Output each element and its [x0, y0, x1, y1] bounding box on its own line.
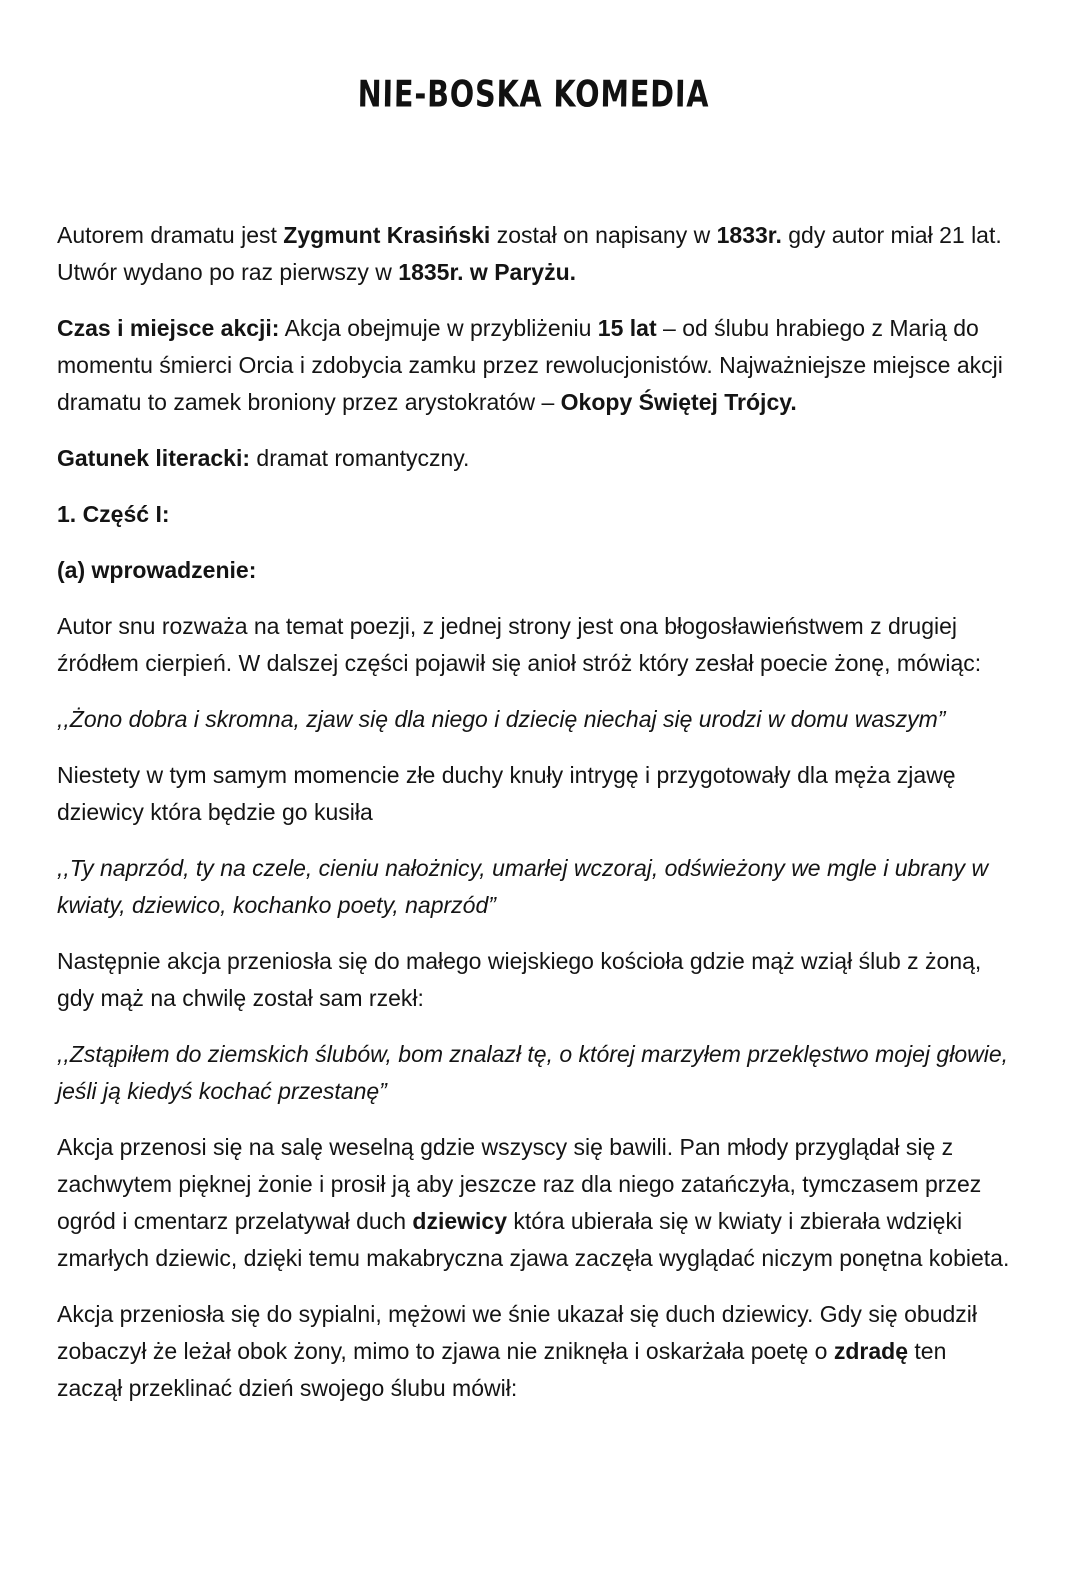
text-segment: 1833r. [716, 221, 782, 248]
church-paragraph [57, 943, 1010, 1017]
text-segment: (a) wprowadzenie: [57, 556, 257, 583]
document-title: NIE-BOSKA KOMEDIA [357, 74, 710, 117]
bedroom-paragraph [57, 1296, 1010, 1407]
text-segment: Autorem dramatu jest [57, 221, 284, 248]
text-segment: Następnie akcja przeniosła się do małego wiejskiego kościoła gdzie mąż wziął ślub z żoną, gdy mąż na chwilę został sam rzekł: [57, 947, 982, 1011]
text-segment: Czas i miejsce akcji: [57, 314, 280, 341]
text-segment: dramat romantyczny. [250, 444, 470, 471]
text-segment: Akcja obejmuje w przybliżeniu [279, 314, 598, 341]
text-segment: 1835r. w Paryżu. [398, 258, 577, 285]
time-place-paragraph [57, 310, 1010, 421]
text-segment: dziewicy [412, 1207, 507, 1234]
section-heading-part-1 [57, 496, 1010, 533]
evil-spirits-paragraph [57, 757, 1010, 831]
text-segment: Zygmunt Krasiński [283, 221, 491, 248]
text-segment: ,,Żono dobra i skromna, zjaw się dla niego i dziecię niechaj się urodzi w domu waszym” [57, 705, 946, 732]
genre-paragraph [57, 440, 1010, 477]
document-title-container [57, 52, 1010, 139]
text-segment: Gatunek literacki: [57, 444, 251, 471]
text-segment: Akcja przenosi się na salę weselną gdzie wszyscy się bawili. Pan młody przyglądał się z zachwytem pięknej żonie i prosił ją aby jeszcze raz dla niego zatańczyła, tymczasem przez ogród i cmentarz przelatywał duch [57, 1133, 982, 1234]
wedding-paragraph [57, 1129, 1010, 1277]
subsection-heading-intro [57, 552, 1010, 589]
text-segment: ,,Ty naprzód, ty na czele, cieniu nałożnicy, umarłej wczoraj, odświeżony we mgle i ubrany w kwiaty, dziewico, kochanko poety, naprzód” [57, 854, 989, 918]
text-segment: która ubierała się w kwiaty i zbierała wdzięki zmarłych dziewic, dzięki temu makabryczna zjawa zaczęła wyglądać niczym ponętna kobieta. [57, 1207, 1010, 1271]
text-segment: Okopy Świętej Trójcy. [560, 388, 797, 415]
document-body [57, 217, 1010, 1407]
text-segment: – od ślubu hrabiego z Marią do momentu śmierci Orcia i zdobycia zamku przez rewolucjonistów. Najważniejsze miejsce akcji dramatu to zamek broniony przez arystokratów – [57, 314, 1003, 415]
text-segment: ,,Zstąpiłem do ziemskich ślubów, bom znalazł tę, o której marzyłem przeklęstwo mojej głowie, jeśli ją kiedyś kochać przestanę” [57, 1040, 1009, 1104]
quote-spirits [57, 850, 1010, 924]
intro-paragraph [57, 608, 1010, 682]
text-segment: 15 lat [597, 314, 657, 341]
text-segment: zdradę [833, 1337, 908, 1364]
text-segment: Autor snu rozważa na temat poezji, z jednej strony jest ona błogosławieństwem z drugiej źródłem cierpień. W dalszej części pojawił się anioł stróż który zesłał poecie żonę, mówiąc: [57, 612, 982, 676]
text-segment: Akcja przeniosła się do sypialni, mężowi we śnie ukazał się duch dziewicy. Gdy się obudził zobaczył że leżał obok żony, mimo to zjawa nie zniknęła i oskarżała poetę o [57, 1300, 977, 1364]
text-segment: został on napisany w [490, 221, 717, 248]
text-segment: 1. Część I: [57, 500, 170, 527]
quote-husband [57, 1036, 1010, 1110]
author-paragraph [57, 217, 1010, 291]
text-segment: gdy autor miał 21 lat. Utwór wydano po raz pierwszy w [57, 221, 1002, 285]
text-segment: Niestety w tym samym momencie złe duchy knuły intrygę i przygotowały dla męża zjawę dziewicy która będzie go kusiła [57, 761, 956, 825]
text-segment: ten zaczął przeklinać dzień swojego ślubu mówił: [57, 1337, 947, 1401]
quote-angel [57, 701, 1010, 738]
